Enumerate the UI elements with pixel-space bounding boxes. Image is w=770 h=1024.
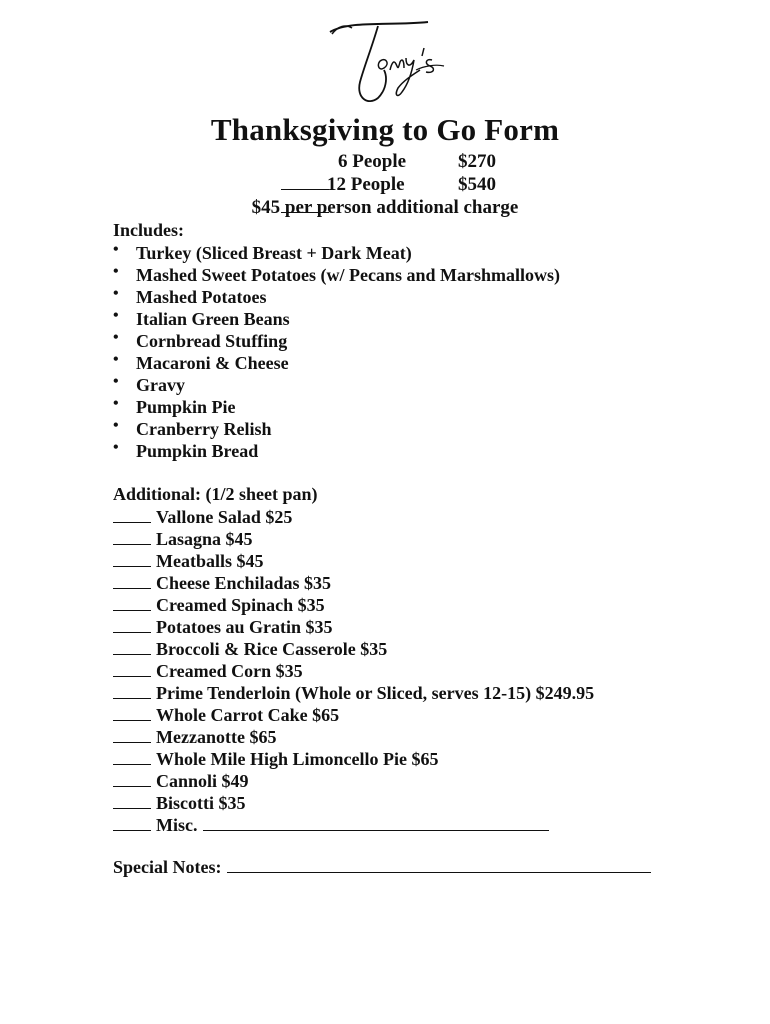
list-item: • Turkey (Sliced Breast + Dark Meat) — [113, 241, 412, 263]
quantity-blank[interactable] — [113, 793, 151, 809]
list-item: • Cornbread Stuffing — [113, 329, 288, 351]
quantity-blank[interactable] — [113, 595, 151, 611]
additional-heading: Additional: (1/2 sheet pan) — [113, 484, 318, 504]
quantity-blank[interactable] — [113, 815, 151, 831]
pricing-people-6: 6 People — [338, 151, 407, 172]
includes-heading: Includes: — [113, 220, 185, 240]
quantity-blank[interactable] — [113, 683, 151, 699]
special-notes-label: Special Notes: — [113, 857, 222, 877]
order-item: Cheese Enchiladas $35 — [113, 572, 594, 594]
order-item: Biscotti $35 — [113, 792, 594, 814]
order-item: Broccoli & Rice Casserole $35 — [113, 638, 594, 660]
bullet-icon: • — [113, 395, 119, 412]
pricing-row-12 — [271, 174, 335, 196]
quantity-blank[interactable] — [113, 705, 151, 721]
order-item: Potatoes au Gratin $35 — [113, 616, 594, 638]
pricing-people-12: 12 People — [327, 174, 405, 195]
list-item: • Macaroni & Cheese — [113, 351, 289, 373]
bullet-icon: • — [113, 285, 119, 302]
list-item: • Cranberry Relish — [113, 417, 272, 439]
order-item: Whole Mile High Limoncello Pie $65 — [113, 748, 594, 770]
quantity-blank[interactable] — [113, 507, 151, 523]
quantity-blank[interactable] — [113, 551, 151, 567]
additional-list — [113, 506, 594, 836]
order-item-misc: Misc. — [113, 814, 594, 836]
order-item: Cannoli $49 — [113, 770, 594, 792]
bullet-icon: • — [113, 373, 119, 390]
order-item: Whole Carrot Cake $65 — [113, 704, 594, 726]
quantity-blank[interactable] — [113, 573, 151, 589]
order-item: Creamed Corn $35 — [113, 660, 594, 682]
quantity-blank[interactable] — [113, 727, 151, 743]
list-item: • Pumpkin Pie — [113, 395, 236, 417]
quantity-blank[interactable] — [113, 617, 151, 633]
pricing-row-6 — [271, 151, 335, 173]
order-item: Creamed Spinach $35 — [113, 594, 594, 616]
bullet-icon: • — [113, 241, 119, 258]
form-title: Thanksgiving to Go Form — [210, 112, 560, 147]
misc-field[interactable] — [203, 815, 549, 831]
order-item: Meatballs $45 — [113, 550, 594, 572]
order-item: Lasagna $45 — [113, 528, 594, 550]
order-item: Vallone Salad $25 — [113, 506, 594, 528]
bullet-icon: • — [113, 351, 119, 368]
pricing-price-12: $540 — [458, 174, 496, 195]
bullet-icon: • — [113, 417, 119, 434]
quantity-blank[interactable] — [113, 529, 151, 545]
additional-charge-note: $45 per person additional charge — [251, 197, 519, 218]
tonys-logo-script — [320, 12, 450, 112]
quantity-blank[interactable] — [113, 639, 151, 655]
quantity-blank[interactable] — [113, 661, 151, 677]
bullet-icon: • — [113, 439, 119, 456]
bullet-icon: • — [113, 307, 119, 324]
list-item: • Pumpkin Bread — [113, 439, 259, 461]
quantity-blank[interactable] — [113, 771, 151, 787]
special-notes — [113, 857, 651, 878]
bullet-icon: • — [113, 329, 119, 346]
bullet-icon: • — [113, 263, 119, 280]
list-item: • Mashed Potatoes — [113, 285, 267, 307]
list-item: • Mashed Sweet Potatoes (w/ Pecans and Marshmallows) — [113, 263, 560, 285]
pricing-price-6: $270 — [458, 151, 496, 172]
order-item: Prime Tenderloin (Whole or Sliced, serves 12-15) $249.95 — [113, 682, 594, 704]
quantity-blank[interactable] — [113, 749, 151, 765]
list-item: • Italian Green Beans — [113, 307, 290, 329]
tonys-logo — [320, 12, 450, 112]
list-item: • Gravy — [113, 373, 185, 395]
special-notes-field[interactable] — [227, 857, 651, 873]
order-item: Mezzanotte $65 — [113, 726, 594, 748]
includes-list — [113, 242, 560, 462]
